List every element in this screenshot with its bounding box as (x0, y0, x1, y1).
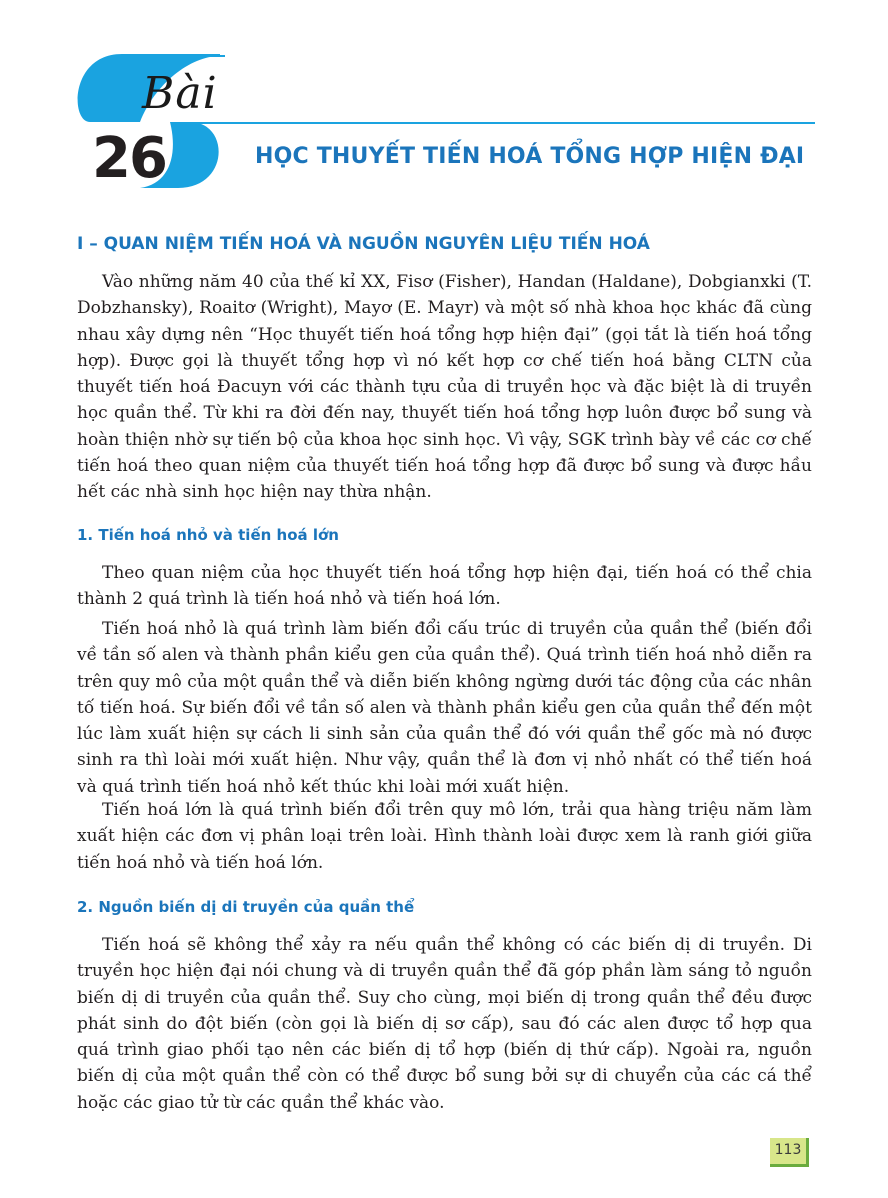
paragraph: Tiến hoá lớn là quá trình biến đổi trên quy mô lớn, trải qua hàng triệu năm làm xuất hiện các đơn vị phân loại trên loài. Hình thành loài được xem là ranh giới giữa tiến hoá nhỏ và tiến hoá lớn. (77, 800, 812, 873)
page-number-badge (770, 1138, 810, 1168)
paragraph: Theo quan niệm của học thuyết tiến hoá tổng hợp hiện đại, tiến hoá có thể chia thành 2 quá trình là tiến hoá nhỏ và tiến hoá lớn. (77, 563, 812, 610)
lesson-label: Bài (142, 68, 218, 119)
lesson-banner (70, 54, 820, 194)
subsection-heading-1: 1. Tiến hoá nhỏ và tiến hoá lớn (77, 526, 339, 544)
lesson-number: 26 (92, 126, 166, 191)
paragraph: Tiến hoá sẽ không thể xảy ra nếu quần thể không có các biến dị di truyền. Di truyền học hiện đại nói chung và di truyền quần thể đã góp phần làm sáng tỏ nguồn biến dị di truyền của quần thể. Suy cho cùng, mọi biến dị trong quần thể đều được phát sinh do đột biến (còn gọi là biến dị sơ cấp), sau đó các alen được tổ hợp qua quá trình giao phối tạo nên các biến dị tổ hợp (biến dị thứ cấp). Ngoài ra, nguồn biến dị của một quần thể còn có thể được bổ sung bởi sự di chuyển của các cá thể hoặc các giao tử từ các quần thể khác vào. (77, 935, 812, 1113)
lesson-title: HỌC THUYẾT TIẾN HOÁ TỔNG HỢP HIỆN ĐẠI (255, 144, 805, 169)
section-heading: I – QUAN NIỆM TIẾN HOÁ VÀ NGUỒN NGUYÊN LIỆU TIẾN HOÁ (77, 234, 650, 254)
paragraph-intro: Vào những năm 40 của thế kỉ XX, Fisơ (Fisher), Handan (Haldane), Dobgianxki (T. Dobzhansky), Roaitơ (Wright), Mayơ (E. Mayr) và một số nhà khoa học khác đã cùng nhau xây dựng nên “Học thuyết tiến hoá tổng hợp hiện đại” (gọi tắt là tiến hoá tổng hợp). Được gọi là thuyết tổng hợp vì nó kết hợp cơ chế tiến hoá bằng CLTN của thuyết tiến hoá Đacuyn với các thành tựu của di truyền học và đặc biệt là di truyền học quần thể. Từ khi ra đời đến nay, thuyết tiến hoá tổng hợp luôn được bổ sung và hoàn thiện nhờ sự tiến bộ của khoa học sinh học. Vì vậy, SGK trình bày về các cơ chế tiến hoá theo quan niệm của thuyết tiến hoá tổng hợp đã được bổ sung và được hầu hết các nhà sinh học hiện nay thừa nhận. (77, 272, 812, 503)
paragraph: Tiến hoá nhỏ là quá trình làm biến đổi cấu trúc di truyền của quần thể (biến đổi về tần số alen và thành phần kiểu gen của quần thể). Quá trình tiến hoá nhỏ diễn ra trên quy mô của một quần thể và diễn biến không ngừng dưới tác động của các nhân tố tiến hoá. Sự biến đổi về tần số alen và thành phần kiểu gen của quần thể đến một lúc làm xuất hiện sự cách li sinh sản của quần thể đó với quần thể gốc mà nó được sinh ra thì loài mới xuất hiện. Như vậy, quần thể là đơn vị nhỏ nhất có thể tiến hoá và quá trình tiến hoá nhỏ kết thúc khi loài mới xuất hiện. (77, 619, 812, 797)
page-number: 113 (774, 1142, 802, 1158)
subsection-heading-2: 2. Nguồn biến dị di truyền của quần thể (77, 898, 415, 916)
